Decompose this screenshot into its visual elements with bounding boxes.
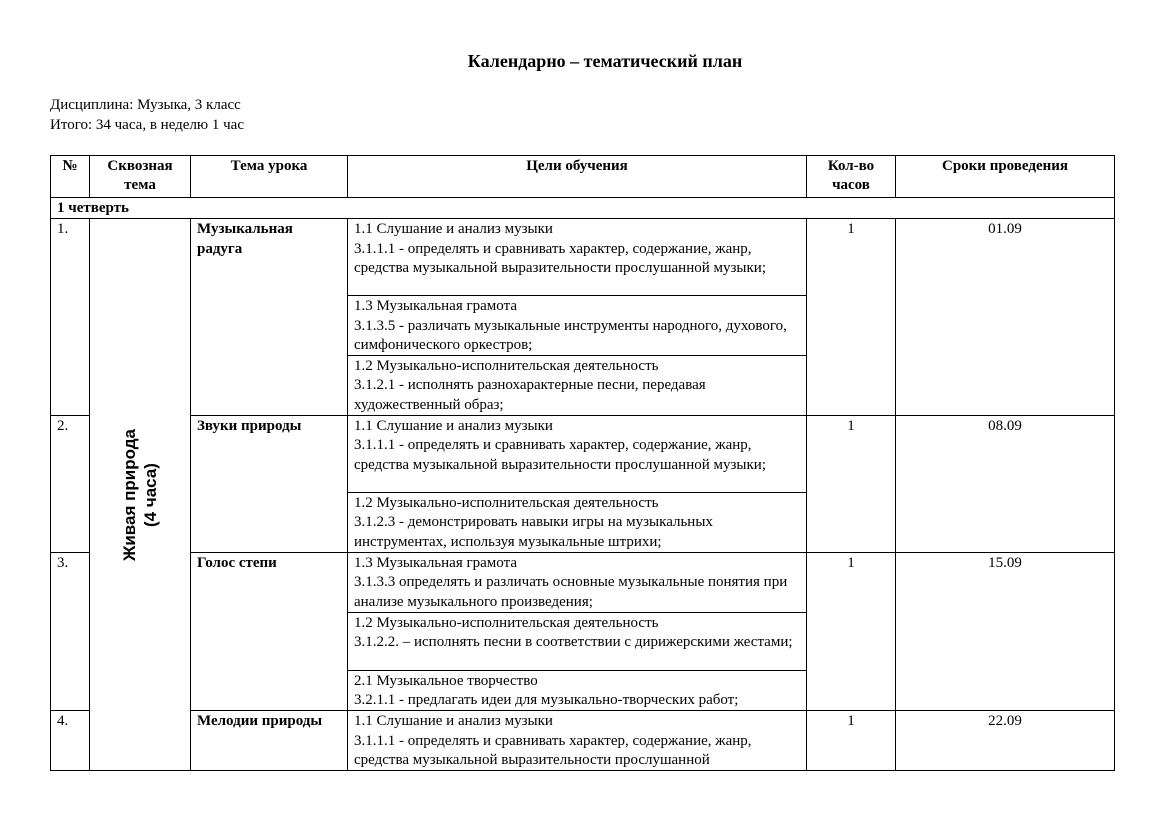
learning-goal: 1.1 Слушание и анализ музыки 3.1.1.1 - определять и сравнивать характер, содержание, жанр, средства музыкальной выразительности прослушанной музыки;: [348, 416, 807, 493]
through-theme-cell: [90, 219, 191, 771]
learning-goal: 1.1 Слушание и анализ музыки 3.1.1.1 - определять и сравнивать характер, содержание, жанр, средства музыкальной выразительности прослушанной музыки;: [348, 219, 807, 296]
total-hours-line: Итого: 34 часа, в неделю 1 час: [50, 117, 244, 133]
header-num: №: [51, 156, 90, 198]
lesson-number: 2.: [51, 416, 90, 553]
lesson-hours: 1: [807, 416, 896, 553]
lesson-topic: Звуки природы: [191, 416, 348, 553]
lesson-topic: Музыкальная радуга: [191, 219, 348, 416]
header-hours: Кол-во часов: [807, 156, 896, 198]
learning-goal: 1.2 Музыкально-исполнительская деятельность 3.1.2.1 - исполнять разнохарактерные песни, передавая художественный образ;: [348, 356, 807, 416]
lesson-number: 4.: [51, 711, 90, 771]
lesson-date: 22.09: [896, 711, 1115, 771]
header-row: [51, 156, 1115, 198]
table-row: [51, 711, 1115, 771]
table-row: [51, 219, 1115, 296]
lesson-hours: 1: [807, 219, 896, 416]
quarter-row: [51, 198, 1115, 219]
learning-goal: 1.3 Музыкальная грамота 3.1.3.5 - различать музыкальные инструменты народного, духового, симфонического оркестров;: [348, 296, 807, 356]
learning-goal: 1.2 Музыкально-исполнительская деятельность 3.1.2.2. – исполнять песни в соответствии с дирижерскими жестами;: [348, 612, 807, 670]
calendar-plan-table: [50, 155, 1115, 771]
table-row: [51, 416, 1115, 493]
lesson-hours: 1: [807, 552, 896, 710]
lesson-topic: Мелодии природы: [191, 711, 348, 771]
lesson-hours: 1: [807, 711, 896, 771]
header-dates: Сроки проведения: [896, 156, 1115, 198]
discipline-line: Дисциплина: Музыка, 3 класс: [50, 97, 241, 113]
lesson-date: 08.09: [896, 416, 1115, 553]
header-topic: Тема урока: [191, 156, 348, 198]
lesson-topic: Голос степи: [191, 552, 348, 710]
learning-goal: 2.1 Музыкальное творчество 3.2.1.1 - предлагать идеи для музыкально-творческих работ;: [348, 670, 807, 711]
header-goals: Цели обучения: [348, 156, 807, 198]
learning-goal: 1.1 Слушание и анализ музыки 3.1.1.1 - определять и сравнивать характер, содержание, жанр, средства музыкальной выразительности прослушанной: [348, 711, 807, 771]
page-title: Календарно – тематический план: [467, 51, 743, 71]
through-theme-label: Живая природа (4 часа): [120, 428, 160, 561]
learning-goal: 1.3 Музыкальная грамота 3.1.3.3 определять и различать основные музыкальные понятия при анализе музыкального произведения;: [348, 552, 807, 612]
lesson-date: 01.09: [896, 219, 1115, 416]
lesson-number: 1.: [51, 219, 90, 416]
lesson-date: 15.09: [896, 552, 1115, 710]
header-theme: Сквозная тема: [90, 156, 191, 198]
document-meta: [50, 95, 244, 135]
lesson-number: 3.: [51, 552, 90, 710]
table-row: [51, 552, 1115, 612]
quarter-label: 1 четверть: [51, 198, 1115, 219]
learning-goal: 1.2 Музыкально-исполнительская деятельность 3.1.2.3 - демонстрировать навыки игры на музыкальных инструментах, используя музыкальные штрихи;: [348, 493, 807, 553]
